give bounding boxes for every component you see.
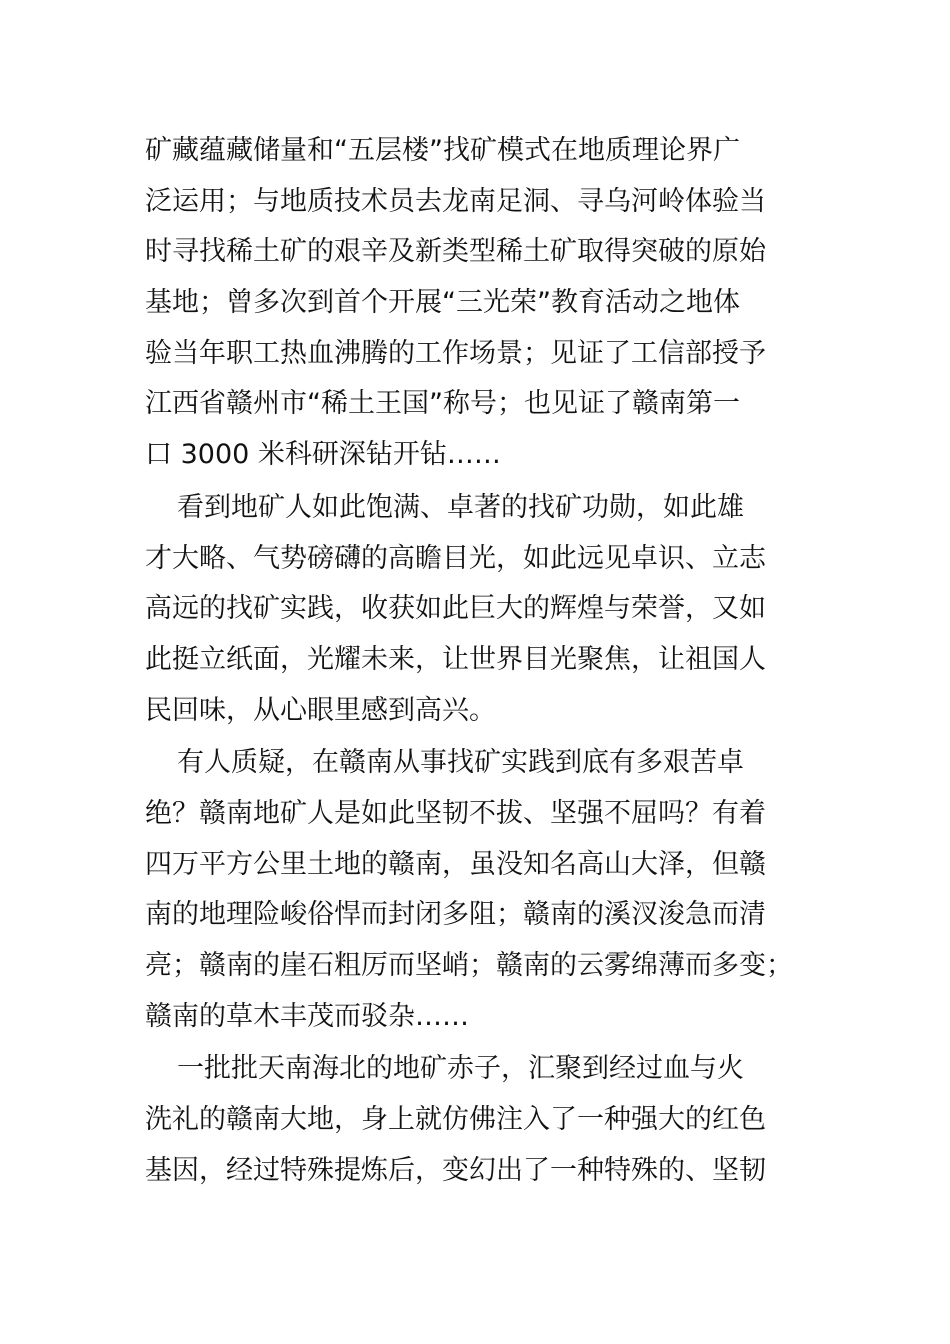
text-line: 泛运用；与地质技术员去龙南足洞、寻乌河岭体验当: [145, 185, 766, 217]
text-line: 一批批天南海北的地矿赤子，汇聚到经过血与火: [177, 1053, 744, 1085]
text-line: 基因，经过特殊提炼后，变幻出了一种特殊的、坚韧: [145, 1154, 766, 1186]
text-line: 此挺立纸面，光耀未来，让世界目光聚焦，让祖国人: [145, 643, 766, 675]
text-line: 才大略、气势磅礴的高瞻目光，如此远见卓识、立志: [145, 542, 766, 574]
text-line: 矿藏蕴藏储量和“五层楼”找矿模式在地质理论界广: [145, 135, 740, 166]
text-line: 民回味，从心眼里感到高兴。: [145, 694, 496, 726]
text-line: 验当年职工热血沸腾的工作场景；见证了工信部授予: [145, 337, 766, 369]
paragraph-1: [145, 126, 825, 481]
text-line: 赣南的草木丰茂而驳杂……: [145, 1000, 469, 1032]
text-line: 口 3000 米科研深钻开钻……: [145, 439, 501, 471]
text-line: 亮；赣南的崖石粗厉而坚峭；赣南的云雾绵薄而多变；: [145, 950, 793, 981]
text-line: 江西省赣州市“稀土王国”称号；也见证了赣南第一: [145, 388, 740, 420]
document-body: [145, 126, 825, 1198]
text-line: 有人质疑，在赣南从事找矿实践到底有多艰苦卓: [177, 747, 744, 779]
text-line: 高远的找矿实践，收获如此巨大的辉煌与荣誉，又如: [145, 593, 766, 625]
text-line: 四万平方公里土地的赣南，虽没知名高山大泽，但赣: [145, 848, 766, 880]
paragraph-3: [145, 738, 825, 1042]
paragraph-2: [145, 483, 825, 736]
text-line: 看到地矿人如此饱满、卓著的找矿功勋，如此雄: [177, 491, 744, 523]
text-line: 南的地理险峻俗悍而封闭多阻；赣南的溪汊浚急而清: [145, 899, 766, 931]
paragraph-4: [145, 1044, 825, 1196]
text-line: 基地；曾多次到首个开展“三光荣”教育活动之地体: [145, 287, 740, 319]
text-line: 绝？赣南地矿人是如此坚韧不拔、坚强不屈吗？有着: [145, 797, 766, 829]
text-line: 洗礼的赣南大地，身上就仿佛注入了一种强大的红色: [145, 1104, 766, 1136]
text-line: 时寻找稀土矿的艰辛及新类型稀土矿取得突破的原始: [145, 236, 766, 268]
